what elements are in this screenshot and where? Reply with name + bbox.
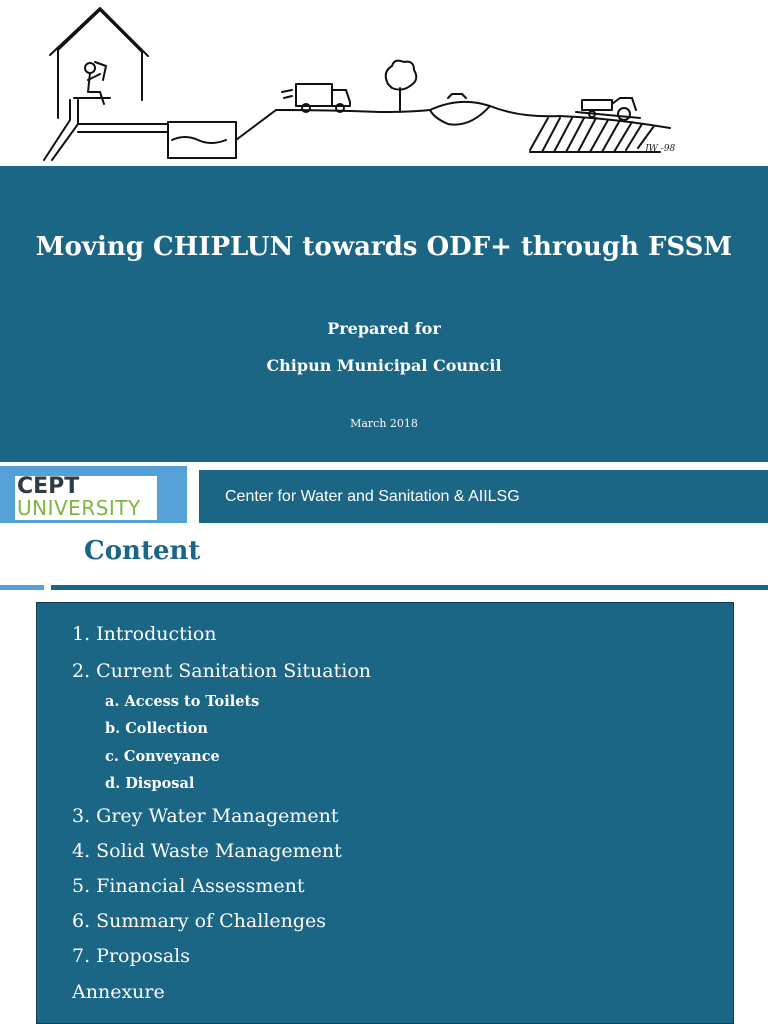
toc-item-financial-assessment: 5. Financial Assessment bbox=[72, 875, 305, 897]
sanitation-chain-illustration bbox=[0, 0, 768, 166]
organization-band bbox=[199, 470, 768, 523]
toc-item-proposals: 7. Proposals bbox=[72, 945, 190, 967]
toc-item-introduction: 1. Introduction bbox=[72, 623, 217, 645]
logo-line-university: UNIVERSITY bbox=[17, 496, 141, 520]
toc-item-grey-water: 3. Grey Water Management bbox=[72, 805, 339, 827]
toc-item-annexure: Annexure bbox=[72, 981, 165, 1003]
document-title: Moving CHIPLUN towards ODF+ through FSSM bbox=[35, 232, 733, 262]
divider-primary bbox=[51, 585, 768, 590]
client-name: Chipun Municipal Council bbox=[266, 356, 502, 375]
table-of-contents bbox=[36, 602, 734, 1024]
logo-line-cept: CEPT bbox=[17, 474, 80, 499]
toc-item-solid-waste: 4. Solid Waste Management bbox=[72, 840, 342, 862]
toc-item-summary-of-challenges: 6. Summary of Challenges bbox=[72, 910, 327, 932]
toc-item-current-sanitation: 2. Current Sanitation Situation bbox=[72, 660, 371, 682]
toc-subitem-conveyance: c. Conveyance bbox=[105, 748, 220, 765]
content-heading: Content bbox=[84, 536, 201, 566]
organization-label: Center for Water and Sanitation & AIILSG bbox=[225, 488, 520, 505]
toc-subitem-disposal: d. Disposal bbox=[105, 775, 195, 792]
title-banner bbox=[0, 166, 768, 462]
toc-subitem-collection: b. Collection bbox=[105, 720, 208, 737]
artist-signature: JW -98 bbox=[645, 144, 676, 154]
cept-university-logo bbox=[15, 476, 157, 520]
document-date: March 2018 bbox=[350, 417, 418, 430]
divider-accent bbox=[0, 585, 44, 590]
prepared-for-label: Prepared for bbox=[327, 319, 441, 338]
toc-subitem-access-to-toilets: a. Access to Toilets bbox=[105, 693, 260, 710]
header-sketch bbox=[0, 0, 768, 166]
